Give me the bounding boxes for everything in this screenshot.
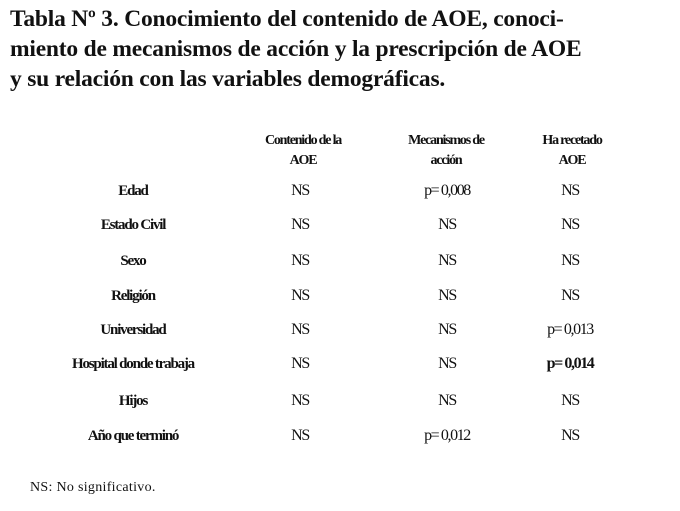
cell-universidad-contenido: NS [291, 321, 309, 338]
table-title-line-1: Tabla Nº 3. Conocimiento del contenido de AOE, conoci- [10, 6, 564, 32]
cell-universidad-recetado: p= 0,013 [547, 321, 593, 338]
cell-estado-civil-recetado: NS [561, 216, 579, 233]
cell-sexo-recetado: NS [561, 252, 579, 269]
header-mecanismos-line-2: acción [430, 153, 462, 168]
cell-religion-contenido: NS [291, 287, 309, 304]
cell-religion-recetado: NS [561, 287, 579, 304]
header-contenido-line-2: AOE [289, 153, 317, 168]
cell-edad-recetado: NS [561, 182, 579, 199]
cell-hijos-recetado: NS [561, 392, 579, 409]
table-title-line-2: miento de mecanismos de acción y la prescripción de AOE [10, 36, 582, 62]
cell-edad-contenido: NS [291, 182, 309, 199]
cell-ano-recetado: NS [561, 427, 579, 444]
cell-hospital-mecanismos: NS [438, 355, 456, 372]
row-label-edad: Edad [118, 183, 148, 199]
row-label-hospital: Hospital donde trabaja [72, 356, 194, 372]
cell-sexo-contenido: NS [291, 252, 309, 269]
row-label-universidad: Universidad [100, 322, 166, 338]
cell-universidad-mecanismos: NS [438, 321, 456, 338]
header-contenido-line-1: Contenido de la [264, 133, 342, 148]
cell-estado-civil-contenido: NS [291, 216, 309, 233]
row-label-sexo: Sexo [120, 253, 146, 269]
header-ha-recetado-line-2: AOE [558, 153, 586, 168]
cell-ano-contenido: NS [291, 427, 309, 444]
row-label-estado-civil: Estado Civil [100, 217, 166, 233]
header-mecanismos-line-1: Mecanismos de [408, 133, 484, 148]
cell-sexo-mecanismos: NS [438, 252, 456, 269]
header-ha-recetado [542, 131, 601, 171]
footnote: NS: No significativo. [30, 480, 156, 495]
header-ha-recetado-line-1: Ha recetado [542, 133, 602, 148]
cell-hijos-contenido: NS [291, 392, 309, 409]
table-title-line-3: y su relación con las variables demográficas. [10, 66, 446, 92]
cell-hijos-mecanismos: NS [438, 392, 456, 409]
cell-religion-mecanismos: NS [438, 287, 456, 304]
row-label-hijos: Hijos [118, 393, 148, 409]
row-label-religion: Religión [111, 288, 155, 304]
header-contenido [265, 131, 341, 171]
cell-estado-civil-mecanismos: NS [438, 216, 456, 233]
cell-ano-mecanismos: p= 0,012 [424, 427, 470, 444]
header-mecanismos [408, 131, 484, 171]
cell-edad-mecanismos: p= 0,008 [424, 182, 470, 199]
row-label-ano-que-termino: Año que terminó [87, 428, 179, 444]
cell-hospital-contenido: NS [291, 355, 309, 372]
cell-hospital-recetado: p= 0,014 [546, 355, 594, 372]
